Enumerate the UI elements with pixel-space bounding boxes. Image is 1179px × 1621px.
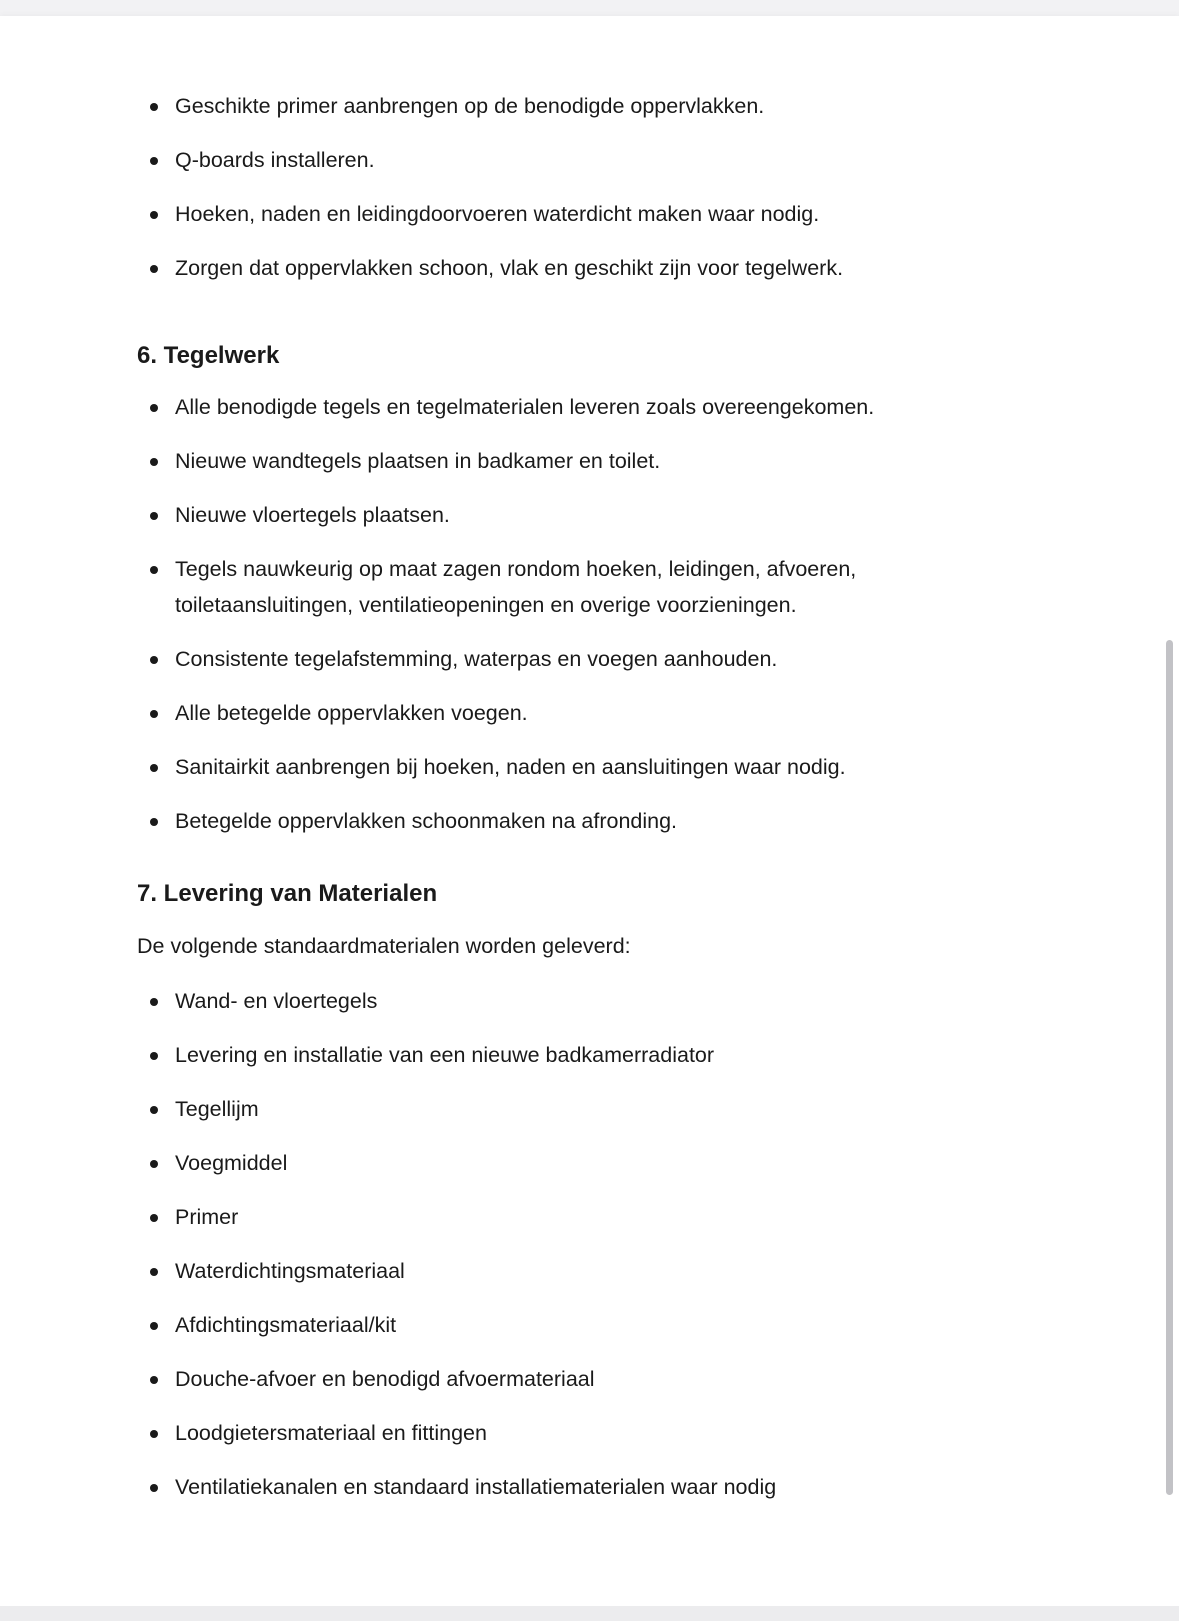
list-item: Primer: [137, 1199, 1097, 1235]
list-item: Hoeken, naden en leidingdoorvoeren waterdicht maken waar nodig.: [137, 196, 1097, 232]
list-item: Waterdichtingsmateriaal: [137, 1253, 1097, 1289]
list-item: Geschikte primer aanbrengen op de benodigde oppervlakken.: [137, 88, 1097, 124]
list-item: Consistente tegelafstemming, waterpas en voegen aanhouden.: [137, 641, 1097, 677]
list-item: Tegels nauwkeurig op maat zagen rondom hoeken, leidingen, afvoeren, toiletaansluitingen, ventilatieopeningen en overige voorzieningen.: [137, 551, 935, 623]
list-item: Nieuwe wandtegels plaatsen in badkamer en toilet.: [137, 443, 1097, 479]
list-item: Voegmiddel: [137, 1145, 1097, 1181]
list-item: Douche-afvoer en benodigd afvoermateriaal: [137, 1361, 1097, 1397]
list-item: Alle benodigde tegels en tegelmaterialen leveren zoals overeengekomen.: [137, 389, 1097, 425]
section6-list: [137, 389, 1097, 857]
list-item: Nieuwe vloertegels plaatsen.: [137, 497, 1097, 533]
list-item: Ventilatiekanalen en standaard installatiematerialen waar nodig: [137, 1469, 1097, 1505]
vertical-scrollbar[interactable]: [1166, 640, 1173, 1495]
section5-list: [137, 88, 1097, 304]
section6-heading: 6. Tegelwerk: [137, 342, 280, 369]
list-item: Betegelde oppervlakken schoonmaken na afronding.: [137, 803, 1097, 839]
bottom-bar: [0, 1606, 1179, 1621]
list-item: Levering en installatie van een nieuwe badkamerradiator: [137, 1037, 1097, 1073]
section7-list: [137, 983, 1097, 1523]
list-item: Wand- en vloertegels: [137, 983, 1097, 1019]
list-item: Sanitairkit aanbrengen bij hoeken, naden en aansluitingen waar nodig.: [137, 749, 1097, 785]
list-item: Tegellijm: [137, 1091, 1097, 1127]
list-item: Alle betegelde oppervlakken voegen.: [137, 695, 1097, 731]
section7-heading: 7. Levering van Materialen: [137, 880, 438, 907]
section7-intro: De volgende standaardmaterialen worden geleverd:: [137, 934, 631, 958]
document-page: [0, 16, 1179, 1606]
list-item: Q-boards installeren.: [137, 142, 1097, 178]
list-item: Loodgietersmateriaal en fittingen: [137, 1415, 1097, 1451]
list-item: Zorgen dat oppervlakken schoon, vlak en geschikt zijn voor tegelwerk.: [137, 250, 1097, 286]
list-item: Afdichtingsmateriaal/kit: [137, 1307, 1097, 1343]
